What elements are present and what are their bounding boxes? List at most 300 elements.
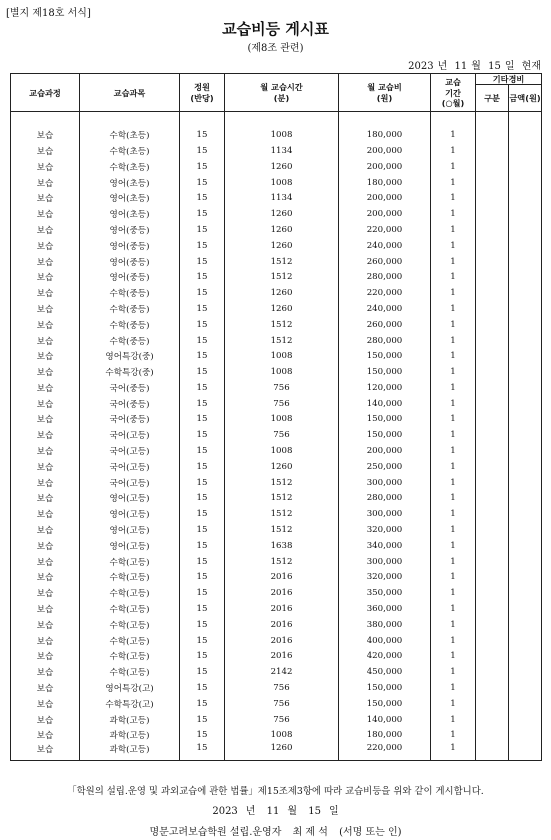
table-row (11, 348, 542, 364)
page-subtitle: (제8조 관련) (247, 43, 304, 54)
cell-hours: 756 (225, 712, 339, 728)
cell-other-type (476, 190, 509, 206)
cell-capacity: 15 (180, 554, 225, 570)
cell-other-type (476, 285, 509, 301)
cell-subject: 수학(중등) (80, 301, 180, 317)
cell-hours: 1008 (225, 364, 339, 380)
cell-fee: 150,000 (339, 427, 431, 443)
cell-hours: 2016 (225, 585, 339, 601)
cell-period: 1 (431, 222, 476, 238)
cell-capacity: 15 (180, 743, 225, 761)
cell-fee: 380,000 (339, 617, 431, 633)
cell-course: 보습 (11, 743, 80, 761)
cell-subject: 국어(중등) (80, 412, 180, 428)
cell-hours: 1512 (225, 554, 339, 570)
cell-other-type (476, 696, 509, 712)
cell-course: 보습 (11, 649, 80, 665)
footer-notice: 「학원의 설립.운영 및 과외교습에 관한 법률」제15조제3항에 따라 교습비등을 위와 같이 게시합니다. (67, 786, 484, 797)
cell-capacity: 15 (180, 254, 225, 270)
cell-subject: 영어(중등) (80, 222, 180, 238)
cell-other-amount (509, 254, 542, 270)
cell-period: 1 (431, 333, 476, 349)
signer-org: 명문고려보습학원 설립.운영자 (149, 827, 282, 838)
cell-other-amount (509, 127, 542, 143)
cell-capacity: 15 (180, 159, 225, 175)
cell-period: 1 (431, 506, 476, 522)
cell-period: 1 (431, 728, 476, 744)
cell-fee: 200,000 (339, 143, 431, 159)
cell-capacity: 15 (180, 712, 225, 728)
table-row (11, 285, 542, 301)
cell-capacity: 15 (180, 143, 225, 159)
table-row (11, 412, 542, 428)
cell-course: 보습 (11, 601, 80, 617)
cell-other-type (476, 522, 509, 538)
cell-capacity: 15 (180, 601, 225, 617)
cell-other-amount (509, 159, 542, 175)
cell-period: 1 (431, 380, 476, 396)
table-row (11, 206, 542, 222)
cell-other-amount (509, 443, 542, 459)
cell-fee: 300,000 (339, 506, 431, 522)
cell-fee: 150,000 (339, 348, 431, 364)
cell-capacity: 15 (180, 522, 225, 538)
table-row (11, 269, 542, 285)
cell-hours: 1260 (225, 743, 339, 761)
table-row (11, 538, 542, 554)
table-row (11, 475, 542, 491)
cell-fee: 200,000 (339, 443, 431, 459)
cell-subject: 영어(중등) (80, 238, 180, 254)
cell-fee: 320,000 (339, 570, 431, 586)
cell-other-amount (509, 554, 542, 570)
cell-capacity: 15 (180, 459, 225, 475)
cell-other-type (476, 269, 509, 285)
signer-name: 최 제 석 (292, 827, 328, 838)
cell-fee: 300,000 (339, 475, 431, 491)
cell-capacity: 15 (180, 190, 225, 206)
cell-course: 보습 (11, 238, 80, 254)
cell-period: 1 (431, 538, 476, 554)
cell-other-type (476, 127, 509, 143)
cell-fee: 420,000 (339, 649, 431, 665)
cell-capacity: 15 (180, 696, 225, 712)
footer-month-unit: 월 (287, 806, 298, 817)
cell-other-type (476, 443, 509, 459)
cell-subject: 영어(고등) (80, 506, 180, 522)
cell-course: 보습 (11, 396, 80, 412)
cell-other-amount (509, 238, 542, 254)
cell-hours: 1260 (225, 222, 339, 238)
cell-other-type (476, 506, 509, 522)
cell-period: 1 (431, 348, 476, 364)
cell-hours: 1512 (225, 269, 339, 285)
cell-course: 보습 (11, 585, 80, 601)
header-hours-line1: 월 교습시간 (260, 82, 303, 93)
cell-course: 보습 (11, 696, 80, 712)
cell-period: 1 (431, 238, 476, 254)
cell-period: 1 (431, 459, 476, 475)
cell-course: 보습 (11, 728, 80, 744)
cell-hours: 1260 (225, 285, 339, 301)
cell-other-amount (509, 696, 542, 712)
cell-other-type (476, 333, 509, 349)
cell-course: 보습 (11, 475, 80, 491)
table-row (11, 396, 542, 412)
table-row (11, 317, 542, 333)
cell-period: 1 (431, 633, 476, 649)
cell-other-type (476, 254, 509, 270)
header-other-expenses: 기타경비 (476, 74, 542, 85)
cell-other-type (476, 427, 509, 443)
cell-hours: 1260 (225, 459, 339, 475)
cell-capacity: 15 (180, 175, 225, 191)
table-spacer-row (11, 112, 542, 128)
cell-course: 보습 (11, 680, 80, 696)
cell-other-amount (509, 222, 542, 238)
cell-other-amount (509, 190, 542, 206)
cell-hours: 1512 (225, 317, 339, 333)
cell-course: 보습 (11, 459, 80, 475)
cell-subject: 영어(고등) (80, 538, 180, 554)
table-row (11, 585, 542, 601)
cell-subject: 수학(고등) (80, 554, 180, 570)
cell-fee: 250,000 (339, 459, 431, 475)
signer-note: (서명 또는 인) (339, 827, 402, 838)
cell-capacity: 15 (180, 475, 225, 491)
footer-day: 15 (308, 806, 321, 817)
cell-subject: 수학(중등) (80, 333, 180, 349)
cell-period: 1 (431, 364, 476, 380)
table-row (11, 380, 542, 396)
cell-other-amount (509, 143, 542, 159)
cell-other-amount (509, 664, 542, 680)
cell-period: 1 (431, 712, 476, 728)
cell-capacity: 15 (180, 238, 225, 254)
cell-fee: 150,000 (339, 696, 431, 712)
cell-subject: 수학(초등) (80, 159, 180, 175)
table-row (11, 175, 542, 191)
cell-other-type (476, 601, 509, 617)
cell-hours: 1638 (225, 538, 339, 554)
cell-course: 보습 (11, 348, 80, 364)
cell-other-amount (509, 459, 542, 475)
cell-fee: 140,000 (339, 712, 431, 728)
cell-subject: 영어특강(중) (80, 348, 180, 364)
footer-year-unit: 년 (245, 806, 256, 817)
cell-fee: 340,000 (339, 538, 431, 554)
cell-capacity: 15 (180, 364, 225, 380)
cell-capacity: 15 (180, 333, 225, 349)
cell-course: 보습 (11, 206, 80, 222)
cell-period: 1 (431, 522, 476, 538)
cell-fee: 450,000 (339, 664, 431, 680)
cell-other-type (476, 396, 509, 412)
cell-subject: 수학(초등) (80, 143, 180, 159)
cell-subject: 영어(중등) (80, 269, 180, 285)
table-row (11, 443, 542, 459)
cell-other-amount (509, 743, 542, 761)
table-row (11, 127, 542, 143)
cell-course: 보습 (11, 443, 80, 459)
cell-other-amount (509, 317, 542, 333)
cell-other-amount (509, 206, 542, 222)
cell-capacity: 15 (180, 206, 225, 222)
table-row (11, 491, 542, 507)
cell-hours: 2016 (225, 601, 339, 617)
cell-other-type (476, 633, 509, 649)
cell-other-type (476, 380, 509, 396)
header-other-type: 구분 (476, 85, 509, 112)
cell-fee: 200,000 (339, 159, 431, 175)
cell-capacity: 15 (180, 617, 225, 633)
header-subject: 교습과목 (80, 74, 180, 112)
as-of-day-unit: 일 (504, 61, 515, 72)
cell-capacity: 15 (180, 680, 225, 696)
cell-other-amount (509, 348, 542, 364)
cell-capacity: 15 (180, 506, 225, 522)
cell-course: 보습 (11, 491, 80, 507)
table-row (11, 159, 542, 175)
cell-period: 1 (431, 475, 476, 491)
cell-other-amount (509, 601, 542, 617)
cell-course: 보습 (11, 190, 80, 206)
table-row (11, 190, 542, 206)
cell-other-amount (509, 680, 542, 696)
cell-course: 보습 (11, 554, 80, 570)
cell-other-type (476, 206, 509, 222)
cell-subject: 영어(고등) (80, 491, 180, 507)
cell-capacity: 15 (180, 222, 225, 238)
cell-hours: 1008 (225, 443, 339, 459)
footer-date (0, 802, 551, 817)
cell-capacity: 15 (180, 664, 225, 680)
cell-course: 보습 (11, 427, 80, 443)
header-period (431, 74, 476, 112)
cell-subject: 수학특강(고) (80, 696, 180, 712)
footer-year: 2023 (212, 806, 238, 817)
cell-other-amount (509, 728, 542, 744)
cell-course: 보습 (11, 380, 80, 396)
cell-other-type (476, 728, 509, 744)
cell-course: 보습 (11, 633, 80, 649)
table-row (11, 696, 542, 712)
cell-fee: 360,000 (339, 601, 431, 617)
table-row (11, 254, 542, 270)
cell-period: 1 (431, 696, 476, 712)
cell-fee: 320,000 (339, 522, 431, 538)
cell-capacity: 15 (180, 649, 225, 665)
cell-hours: 2016 (225, 633, 339, 649)
cell-capacity: 15 (180, 443, 225, 459)
cell-other-type (476, 412, 509, 428)
cell-hours: 2016 (225, 617, 339, 633)
cell-subject: 영어특강(고) (80, 680, 180, 696)
cell-subject: 국어(중등) (80, 396, 180, 412)
cell-capacity: 15 (180, 380, 225, 396)
cell-other-amount (509, 633, 542, 649)
cell-subject: 과학(고등) (80, 743, 180, 761)
cell-capacity: 15 (180, 317, 225, 333)
cell-fee: 140,000 (339, 396, 431, 412)
cell-other-amount (509, 570, 542, 586)
cell-period: 1 (431, 301, 476, 317)
table-row (11, 427, 542, 443)
cell-subject: 과학(고등) (80, 728, 180, 744)
cell-other-type (476, 712, 509, 728)
cell-subject: 수학(중등) (80, 317, 180, 333)
cell-fee: 150,000 (339, 364, 431, 380)
cell-subject: 국어(중등) (80, 380, 180, 396)
cell-fee: 280,000 (339, 269, 431, 285)
cell-period: 1 (431, 601, 476, 617)
table-row (11, 570, 542, 586)
cell-other-type (476, 570, 509, 586)
cell-period: 1 (431, 570, 476, 586)
cell-hours: 1008 (225, 127, 339, 143)
cell-other-amount (509, 175, 542, 191)
cell-other-type (476, 743, 509, 761)
cell-capacity: 15 (180, 728, 225, 744)
table-row (11, 222, 542, 238)
table-row (11, 506, 542, 522)
cell-fee: 180,000 (339, 175, 431, 191)
cell-fee: 240,000 (339, 238, 431, 254)
table-row (11, 712, 542, 728)
cell-course: 보습 (11, 143, 80, 159)
cell-course: 보습 (11, 317, 80, 333)
cell-hours: 1512 (225, 475, 339, 491)
cell-subject: 국어(고등) (80, 459, 180, 475)
header-period-line3: (○월) (441, 97, 465, 108)
cell-hours: 1512 (225, 333, 339, 349)
cell-hours: 2142 (225, 664, 339, 680)
cell-period: 1 (431, 680, 476, 696)
table-row (11, 680, 542, 696)
cell-other-amount (509, 427, 542, 443)
header-capacity-line2: (반당) (190, 92, 214, 103)
cell-capacity: 15 (180, 427, 225, 443)
cell-course: 보습 (11, 175, 80, 191)
cell-period: 1 (431, 206, 476, 222)
cell-course: 보습 (11, 538, 80, 554)
cell-course: 보습 (11, 522, 80, 538)
cell-other-amount (509, 412, 542, 428)
as-of-year: 2023 (408, 61, 434, 72)
cell-hours: 1260 (225, 206, 339, 222)
header-fee-line2: (원) (376, 92, 393, 103)
cell-hours: 1008 (225, 348, 339, 364)
cell-subject: 국어(고등) (80, 475, 180, 491)
table-row (11, 364, 542, 380)
cell-capacity: 15 (180, 301, 225, 317)
header-period-line2: 기간 (445, 87, 461, 98)
cell-course: 보습 (11, 127, 80, 143)
cell-course: 보습 (11, 269, 80, 285)
cell-subject: 영어(초등) (80, 175, 180, 191)
cell-other-amount (509, 301, 542, 317)
cell-other-amount (509, 522, 542, 538)
cell-period: 1 (431, 254, 476, 270)
cell-fee: 120,000 (339, 380, 431, 396)
cell-period: 1 (431, 412, 476, 428)
cell-capacity: 15 (180, 538, 225, 554)
cell-other-type (476, 459, 509, 475)
page-title: 교습비등 게시표 (222, 20, 329, 38)
cell-other-amount (509, 585, 542, 601)
cell-fee: 200,000 (339, 190, 431, 206)
cell-other-type (476, 317, 509, 333)
cell-hours: 756 (225, 380, 339, 396)
cell-capacity: 15 (180, 633, 225, 649)
cell-other-amount (509, 285, 542, 301)
cell-other-amount (509, 506, 542, 522)
footer-month: 11 (266, 806, 280, 817)
cell-hours: 756 (225, 396, 339, 412)
as-of-day: 15 (488, 61, 501, 72)
header-hours-line2: (분) (273, 92, 290, 103)
cell-subject: 수학(고등) (80, 570, 180, 586)
cell-fee: 150,000 (339, 680, 431, 696)
cell-other-type (476, 175, 509, 191)
table-row (11, 238, 542, 254)
cell-course: 보습 (11, 285, 80, 301)
cell-hours: 756 (225, 696, 339, 712)
cell-hours: 1260 (225, 159, 339, 175)
table-row (11, 633, 542, 649)
cell-period: 1 (431, 554, 476, 570)
cell-period: 1 (431, 617, 476, 633)
as-of-date (404, 57, 541, 72)
cell-other-amount (509, 491, 542, 507)
cell-subject: 수학(고등) (80, 601, 180, 617)
cell-other-type (476, 159, 509, 175)
cell-capacity: 15 (180, 396, 225, 412)
cell-fee: 260,000 (339, 317, 431, 333)
table-row (11, 743, 542, 761)
cell-hours: 1512 (225, 254, 339, 270)
header-course: 교습과정 (11, 74, 80, 112)
cell-fee: 260,000 (339, 254, 431, 270)
cell-period: 1 (431, 190, 476, 206)
cell-other-amount (509, 380, 542, 396)
as-of-suffix: 현재 (521, 61, 541, 72)
cell-period: 1 (431, 269, 476, 285)
cell-hours: 2016 (225, 649, 339, 665)
cell-course: 보습 (11, 506, 80, 522)
cell-capacity: 15 (180, 412, 225, 428)
cell-fee: 150,000 (339, 412, 431, 428)
cell-period: 1 (431, 127, 476, 143)
form-label: [별지 제18호 서식] (6, 8, 91, 19)
cell-course: 보습 (11, 333, 80, 349)
cell-course: 보습 (11, 159, 80, 175)
header-capacity-line1: 정원 (194, 82, 210, 93)
fee-table (10, 73, 542, 761)
cell-hours: 1260 (225, 301, 339, 317)
cell-other-type (476, 491, 509, 507)
cell-capacity: 15 (180, 570, 225, 586)
cell-period: 1 (431, 585, 476, 601)
cell-period: 1 (431, 743, 476, 761)
cell-subject: 수학(고등) (80, 649, 180, 665)
as-of-year-unit: 년 (437, 61, 448, 72)
cell-hours: 1512 (225, 506, 339, 522)
cell-course: 보습 (11, 301, 80, 317)
cell-capacity: 15 (180, 285, 225, 301)
header-period-line1: 교습 (445, 77, 461, 88)
cell-period: 1 (431, 649, 476, 665)
